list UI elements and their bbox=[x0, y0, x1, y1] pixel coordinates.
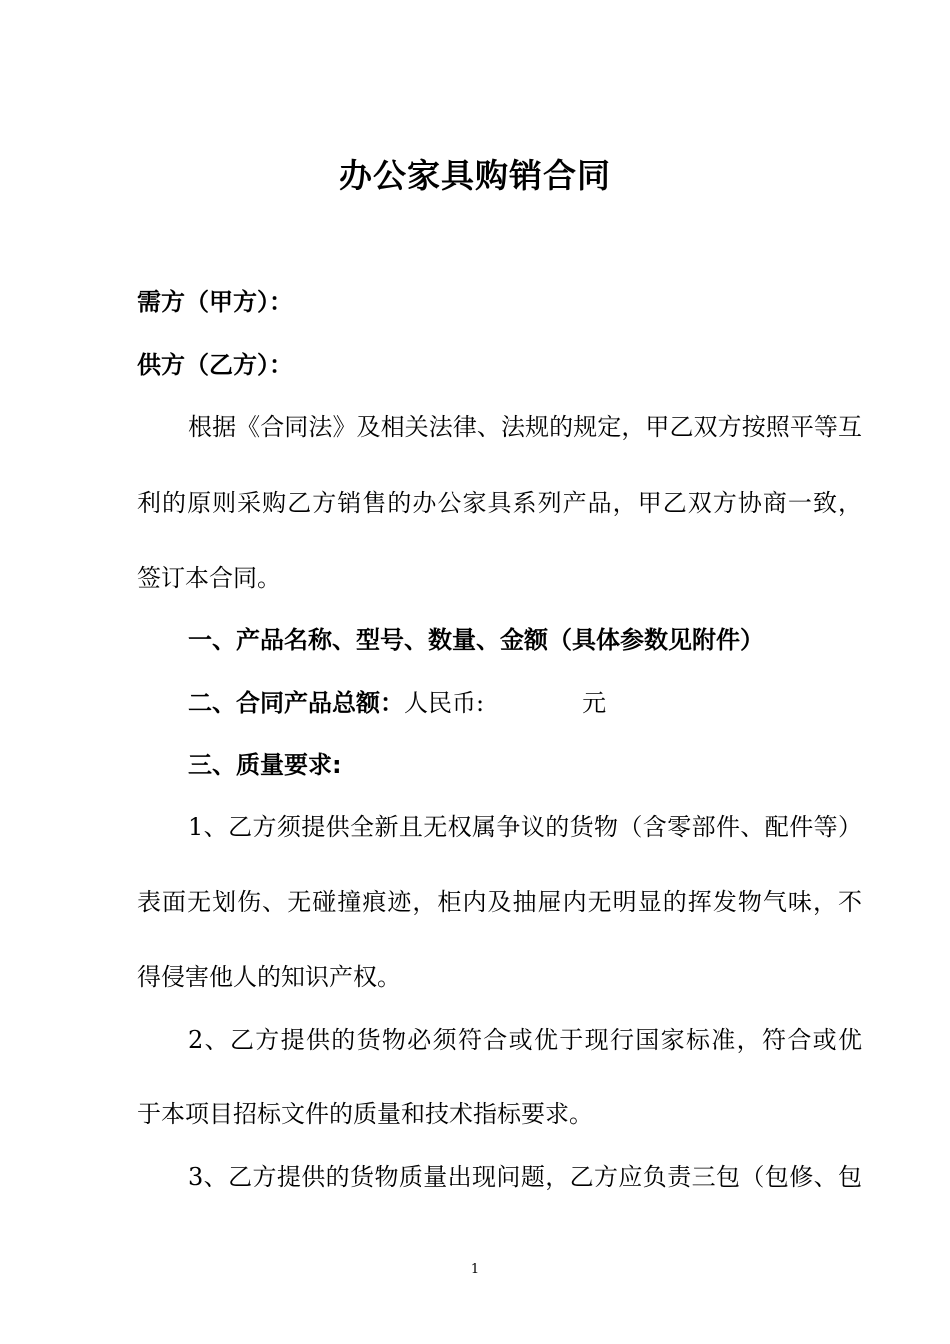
item-2-line-2: 于本项目招标文件的质量和技术指标要求。 bbox=[137, 1100, 593, 1128]
item-3-line-1: 3、乙方提供的货物质量出现问题，乙方应负责三包（包修、包 bbox=[188, 1163, 862, 1191]
intro-line-2: 利的原则采购乙方销售的办公家具系列产品，甲乙双方协商一致， bbox=[137, 489, 862, 517]
item-1-line-3: 得侵害他人的知识产权。 bbox=[137, 963, 401, 991]
intro-line-3: 签订本合同。 bbox=[137, 564, 281, 592]
document-title: 办公家具购销合同 bbox=[339, 156, 611, 195]
party-a-label: 需方（甲方）： bbox=[137, 288, 293, 316]
section-1-heading: 一、产品名称、型号、数量、金额（具体参数见附件） bbox=[188, 626, 764, 654]
section-2-heading: 二、合同产品总额： bbox=[188, 689, 404, 717]
page-number: 1 bbox=[470, 1262, 480, 1277]
item-1-line-1: 1、乙方须提供全新且无权属争议的货物（含零部件、配件等） bbox=[188, 813, 862, 841]
section-2-line bbox=[137, 688, 862, 718]
item-1-line-2: 表面无划伤、无碰撞痕迹，柜内及抽屉内无明显的挥发物气味，不 bbox=[137, 888, 862, 916]
section-3-heading: 三、质量要求: bbox=[188, 751, 342, 779]
currency-label: 人民币: bbox=[404, 689, 485, 717]
party-b-label: 供方（乙方）： bbox=[137, 351, 293, 379]
currency-unit: 元 bbox=[582, 689, 607, 717]
item-2-line-1: 2、乙方提供的货物必须符合或优于现行国家标准，符合或优 bbox=[188, 1026, 862, 1054]
intro-line-1: 根据《合同法》及相关法律、法规的规定，甲乙双方按照平等互 bbox=[188, 413, 862, 441]
